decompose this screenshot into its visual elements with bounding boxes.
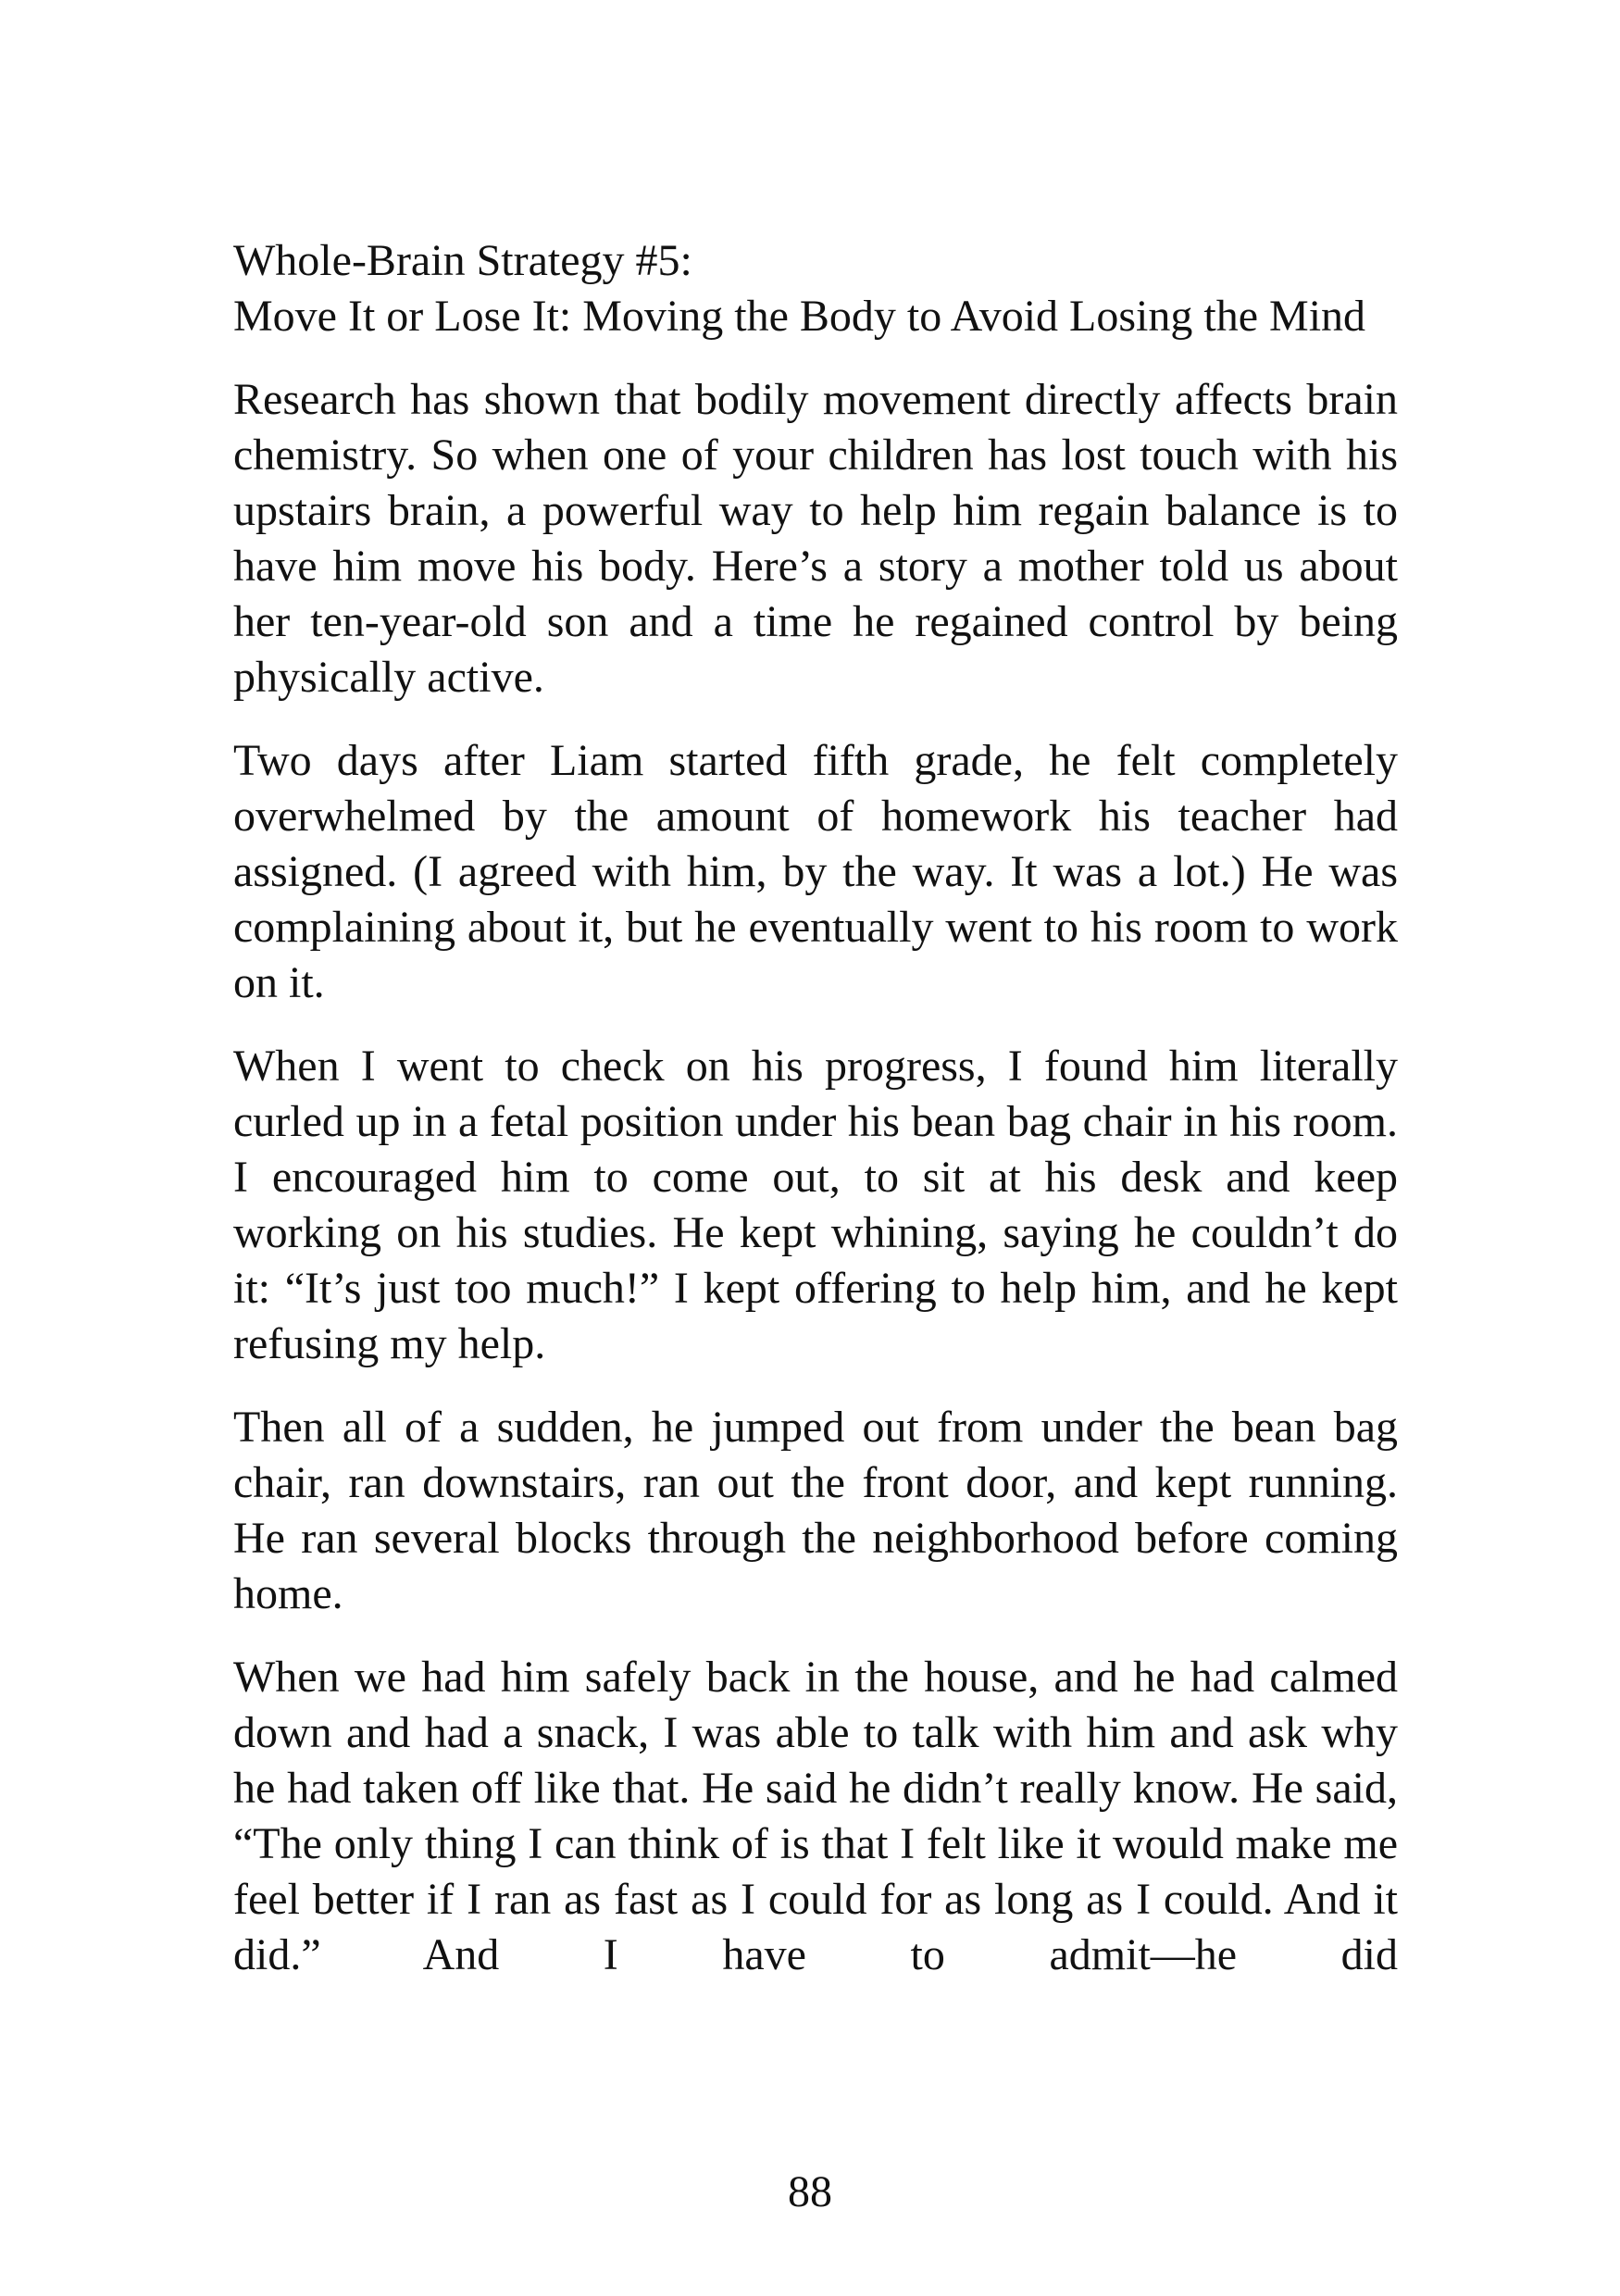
section-heading — [233, 233, 1398, 344]
heading-strategy-title: Move It or Lose It: Moving the Body to Avoid Losing the Mind — [233, 292, 1366, 341]
paragraph-snack-talk: When we had him safely back in the house, and he had calmed down and had a snack, I was able to talk with him and ask why he had taken off like that. He said he didn’t really know. He said, “The only thing I can think of is that I felt like it would make me feel better if I ran as fast as I could for as long as I could. And it did.” And I have to admit—he did — [233, 1653, 1398, 1979]
heading-strategy-number: Whole-Brain Strategy #5: — [233, 236, 692, 285]
page-body — [233, 233, 1398, 1983]
paragraph-running: Then all of a sudden, he jumped out from under the bean bag chair, ran downstairs, ran out the front door, and kept running. He ran several blocks through the neighborhood before coming home. — [233, 1403, 1398, 1618]
paragraph-liam-homework: Two days after Liam started fifth grade, he felt completely overwhelmed by the amount of homework his teacher had assigned. (I agreed with him, by the way. It was a lot.) He was complaining about it, but he eventually went to his room to work on it. — [233, 736, 1398, 1007]
paragraph-bean-bag: When I went to check on his progress, I found him literally curled up in a fetal position under his bean bag chair in his room. I encouraged him to come out, to sit at his desk and keep working on his studies. He kept whining, saying he couldn’t do it: “It’s just too much!” I kept offering to help him, and he kept refusing my help. — [233, 1042, 1398, 1368]
paragraph-research: Research has shown that bodily movement directly affects brain chemistry. So when one of your children has lost touch with his upstairs brain, a powerful way to help him regain balance is to have him move his body. Here’s a story a mother told us about her ten-year-old son and a time he regained control by being physically active. — [233, 375, 1398, 702]
page-number: 88 — [788, 2167, 832, 2216]
